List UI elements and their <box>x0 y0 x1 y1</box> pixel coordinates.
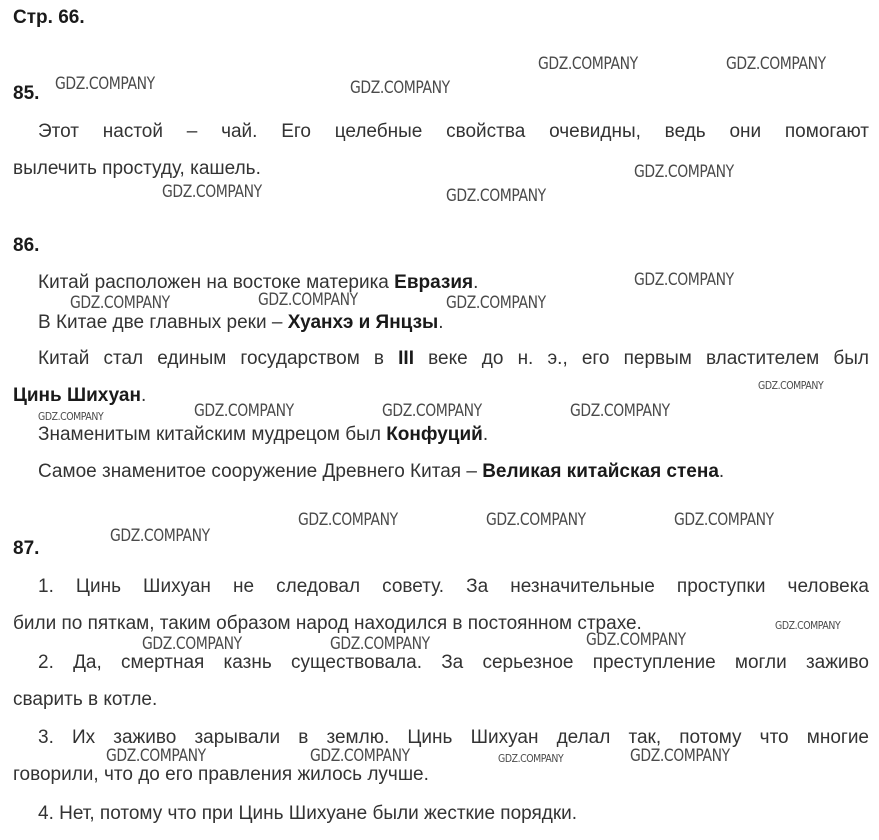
answer-text: Китай стал единым государством в <box>38 348 399 369</box>
answer-text: Самое знаменитое сооружение Древнего Китая – <box>38 461 483 482</box>
watermark: GDZ.COMPANY <box>498 752 564 765</box>
paragraph-line: били по пяткам, таким образом народ находился в постоянном страхе. <box>13 613 642 634</box>
answer-line <box>38 461 869 483</box>
answer-keyword: III <box>398 348 414 369</box>
watermark: GDZ.COMPANY <box>38 410 104 423</box>
watermark: GDZ.COMPANY <box>310 746 410 766</box>
watermark: GDZ.COMPANY <box>674 510 774 530</box>
watermark: GDZ.COMPANY <box>634 162 734 182</box>
answer-punct: веке до н. э., его первым властителем был <box>414 348 869 369</box>
watermark: GDZ.COMPANY <box>142 634 242 654</box>
answer-keyword: Хуанхэ и Янцзы <box>287 312 439 333</box>
answer-text: Китай расположен на востоке материка <box>38 272 395 293</box>
answer-punct: . <box>140 385 147 406</box>
paragraph-line: Этот настой – чай. Его целебные свойства очевидны, ведь они помогают <box>38 121 869 142</box>
watermark: GDZ.COMPANY <box>726 54 826 74</box>
watermark: GDZ.COMPANY <box>330 634 430 654</box>
watermark: GDZ.COMPANY <box>630 746 730 766</box>
answer-line <box>38 348 869 370</box>
watermark: GDZ.COMPANY <box>162 182 262 202</box>
watermark: GDZ.COMPANY <box>298 510 398 530</box>
answer-punct: . <box>482 424 489 445</box>
watermark: GDZ.COMPANY <box>446 186 546 206</box>
paragraph-line: 1. Цинь Шихуан не следовал совету. За незначительные проступки человека <box>38 576 869 597</box>
watermark: GDZ.COMPANY <box>382 401 482 421</box>
paragraph-line: вылечить простуду, кашель. <box>13 158 261 179</box>
watermark: GDZ.COMPANY <box>110 526 210 546</box>
watermark: GDZ.COMPANY <box>194 401 294 421</box>
paragraph-line: сварить в котле. <box>13 689 158 710</box>
watermark: GDZ.COMPANY <box>775 619 841 632</box>
watermark: GDZ.COMPANY <box>758 379 824 392</box>
answer-keyword: Евразия <box>394 272 474 293</box>
answer-keyword: Цинь Шихуан <box>13 385 141 406</box>
answer-punct: . <box>438 312 444 333</box>
watermark: GDZ.COMPANY <box>538 54 638 74</box>
watermark: GDZ.COMPANY <box>70 293 170 313</box>
exercise-number-85: 85. <box>13 83 40 104</box>
answer-keyword: Великая китайская стена <box>482 461 719 482</box>
paragraph-line: 4. Нет, потому что при Цинь Шихуане были жесткие порядки. <box>38 803 578 824</box>
watermark: GDZ.COMPANY <box>570 401 670 421</box>
watermark: GDZ.COMPANY <box>446 293 546 313</box>
watermark: GDZ.COMPANY <box>258 290 358 310</box>
answer-text: Знаменитым китайским мудрецом был <box>38 424 387 445</box>
exercise-number-86: 86. <box>13 235 40 256</box>
answer-line <box>38 272 869 294</box>
answer-punct: . <box>473 272 479 293</box>
exercise-number-87: 87. <box>13 538 40 559</box>
watermark: GDZ.COMPANY <box>586 630 686 650</box>
answer-keyword: Конфуций <box>386 424 483 445</box>
watermark: GDZ.COMPANY <box>486 510 586 530</box>
watermark: GDZ.COMPANY <box>634 270 734 290</box>
paragraph-line: 2. Да, смертная казнь существовала. За серьезное преступление могли заживо <box>38 652 869 673</box>
watermark: GDZ.COMPANY <box>350 78 450 98</box>
paragraph-line: 3. Их заживо зарывали в землю. Цинь Шихуан делал так, потому что многие <box>38 727 869 748</box>
watermark: GDZ.COMPANY <box>106 746 206 766</box>
answer-line <box>38 312 869 334</box>
answer-line <box>38 424 869 446</box>
paragraph-line: говорили, что до его правления жилось лучше. <box>13 764 429 785</box>
page-label: Стр. 66. <box>13 7 85 28</box>
answer-text: В Китае две главных реки – <box>38 312 288 333</box>
watermark: GDZ.COMPANY <box>55 74 155 94</box>
answer-punct: . <box>718 461 725 482</box>
